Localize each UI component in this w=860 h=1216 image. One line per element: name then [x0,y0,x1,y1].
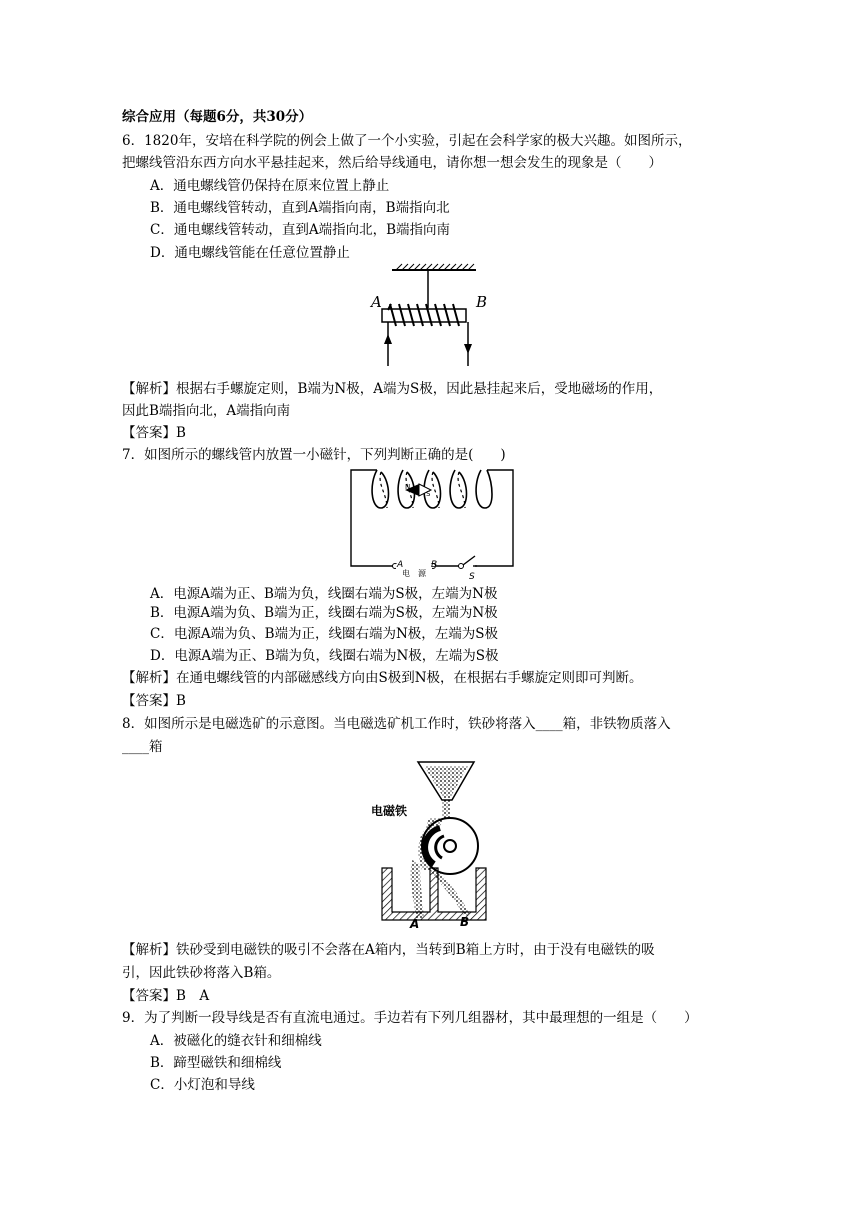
q9-option-a: A．被磁化的缝衣针和细棉线 [150,1033,322,1049]
q6-label-b: B [476,293,488,311]
q7-label-a: A [397,560,404,570]
q9-option-c: C．小灯泡和导线 [150,1077,255,1093]
q7-label-switch: S [469,572,475,582]
q7-needle-s: S [426,490,431,498]
q7-option-a: A．电源A端为正、B端为负，线圈右端为S极，左端为N极 [150,586,498,602]
q6-option-b: B．通电螺线管转动，直到A端指向南，B端指向北 [150,200,450,216]
q6-option-a: A．通电螺线管仍保持在原来位置上静止 [150,178,390,194]
q7-needle-n: N [405,483,411,491]
q7-analysis: 【解析】在通电螺线管的内部磁感线方向由S极到N极，在根据右手螺旋定则即可判断。 [122,670,643,686]
q8-analysis-line2: 引，因此铁砂将落入B箱。 [122,965,281,981]
q8-answer: 【答案】B A [122,988,210,1004]
q6-stem-line1: 6．1820年，安培在科学院的例会上做了一个小实验，引起在会科学家的极大兴趣。如图所示， [122,133,692,149]
q8-label-a: A [410,917,420,931]
q6-stem-line2: 把螺线管沿东西方向水平悬挂起来，然后给导线通电，请你想一想会发生的现象是（ ） [122,155,662,171]
section-title: 综合应用（每题6分，共30分） [122,109,313,125]
q7-answer: 【答案】B [122,693,186,709]
q8-stem-line2: ____箱 [122,739,163,755]
q6-option-c: C．通电螺线管转动，直到A端指向北，B端指向南 [150,222,450,238]
q7-label-power: 电 源 [402,569,426,578]
q6-analysis-line2: 因此B端指向北，A端指向南 [122,403,291,419]
q8-label-b: B [460,915,470,929]
q8-label-electromagnet: 电磁铁 [371,804,408,818]
q6-answer: 【答案】B [122,425,186,441]
q9-option-b: B．蹄型磁铁和细棉线 [150,1055,282,1071]
q6-solenoid-figure [368,262,498,370]
q6-analysis-line1: 【解析】根据右手螺旋定则，B端为N极，A端为S极，因此悬挂起来后，受地磁场的作用， [122,381,663,397]
q7-option-c: C．电源A端为负、B端为正，线圈右端为N极，左端为S极 [150,626,499,642]
q7-label-b: B [431,560,438,570]
q8-stem-line1: 8．如图所示是电磁选矿的示意图。当电磁选矿机工作时，铁砂将落入____箱，非铁物质落入 [122,716,671,732]
q7-option-b: B．电源A端为负、B端为正，线圈右端为S极，左端为N极 [150,605,498,621]
q7-option-d: D．电源A端为正、B端为负，线圈右端为N极，左端为S极 [150,648,499,664]
q7-stem: 7．如图所示的螺线管内放置一小磁针，下列判断正确的是( ) [122,447,506,463]
q9-stem: 9．为了判断一段导线是否有直流电通过。手边若有下列几组器材，其中最理想的一组是（ ） [122,1010,698,1026]
q8-separator-figure [368,760,494,932]
q6-option-d: D．通电螺线管能在任意位置静止 [150,245,350,261]
q8-analysis-line1: 【解析】铁砂受到电磁铁的吸引不会落在A箱内，当转到B箱上方时，由于没有电磁铁的吸 [122,942,655,958]
q6-label-a: A [371,293,382,311]
